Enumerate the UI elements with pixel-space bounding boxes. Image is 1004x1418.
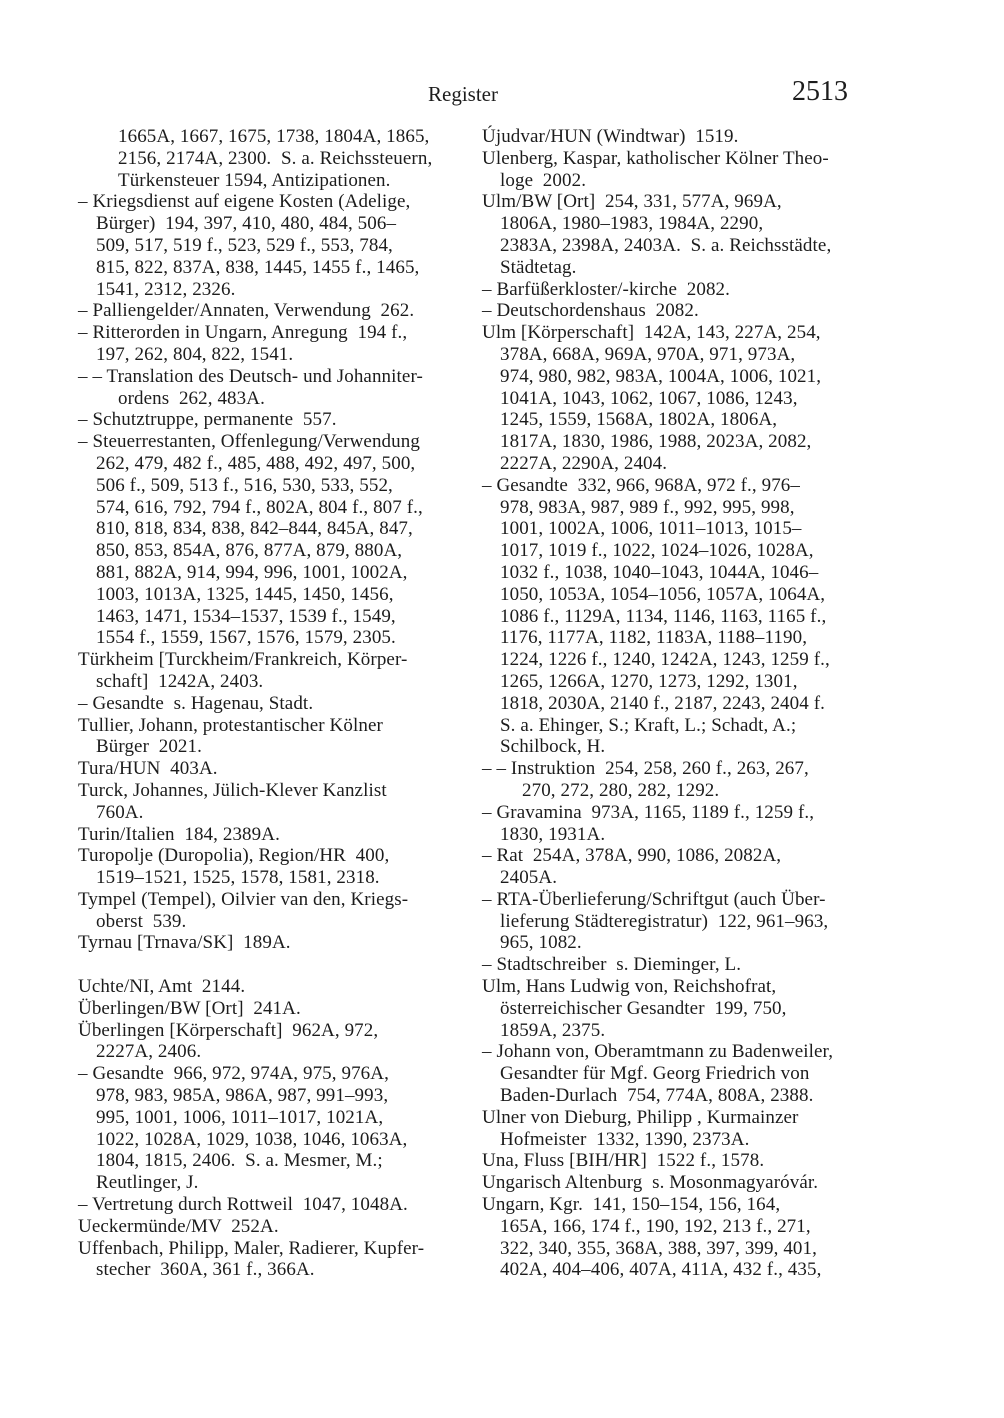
index-line: 1265, 1266A, 1270, 1273, 1292, 1301, xyxy=(500,670,798,692)
index-line: – Johann von, Oberamtmann zu Badenweiler, xyxy=(482,1041,834,1063)
index-line: 1519–1521, 1525, 1578, 1581, 2318. xyxy=(96,867,380,889)
index-line: – Gesandte 332, 966, 968A, 972 f., 976– xyxy=(482,474,800,496)
index-line: 1665A, 1667, 1675, 1738, 1804A, 1865, xyxy=(118,126,430,147)
index-line: Turopolje (Duropolia), Region/HR 400, xyxy=(78,845,390,867)
index-line: 974, 980, 982, 983A, 1004A, 1006, 1021, xyxy=(500,365,822,387)
index-line: 270, 272, 280, 282, 1292. xyxy=(522,779,720,801)
index-line: 760A. xyxy=(96,801,144,823)
index-line: Schilbock, H. xyxy=(500,736,606,758)
index-line: – Barfüßerkloster/-kirche 2082. xyxy=(482,278,731,300)
index-line: Ulenberg, Kaspar, katholischer Kölner Theo- xyxy=(482,147,829,169)
index-line: Überlingen/BW [Ort] 241A. xyxy=(78,997,301,1019)
index-line: Reutlinger, J. xyxy=(96,1172,199,1194)
index-line: 1086 f., 1129A, 1134, 1146, 1163, 1165 f., xyxy=(500,605,827,627)
index-line: Újudvar/HUN (Windtwar) 1519. xyxy=(482,126,739,147)
index-line: 1245, 1559, 1568A, 1802A, 1806A, xyxy=(500,409,778,431)
index-line: 978, 983, 985A, 986A, 987, 991–993, xyxy=(96,1085,389,1107)
index-line: 1017, 1019 f., 1022, 1024–1026, 1028A, xyxy=(500,540,814,562)
index-line: 1001, 1002A, 1006, 1011–1013, 1015– xyxy=(500,518,802,540)
index-line: österreichischer Gesandter 199, 750, xyxy=(500,997,787,1019)
index-line: Städtetag. xyxy=(500,256,577,278)
index-line: S. a. Ehinger, S.; Kraft, L.; Schadt, A.; xyxy=(500,714,797,736)
index-line: – Schutztruppe, permanente 557. xyxy=(78,409,337,431)
index-line: – Stadtschreiber s. Dieminger, L. xyxy=(482,954,742,976)
index-line: 1818, 2030A, 2140 f., 2187, 2243, 2404 f. xyxy=(500,692,825,714)
index-line: – Vertretung durch Rottweil 1047, 1048A. xyxy=(78,1194,408,1216)
index-line: Ungarn, Kgr. 141, 150–154, 156, 164, xyxy=(482,1194,781,1216)
index-line: Überlingen [Körperschaft] 962A, 972, xyxy=(78,1019,379,1041)
index-line: stecher 360A, 361 f., 366A. xyxy=(96,1259,315,1281)
index-line: Ulm, Hans Ludwig von, Reichshofrat, xyxy=(482,976,777,998)
index-line: ordens 262, 483A. xyxy=(118,387,265,409)
index-line: Uchte/NI, Amt 2144. xyxy=(78,976,246,998)
running-head xyxy=(78,76,848,110)
index-line: 506 f., 509, 513 f., 516, 530, 533, 552, xyxy=(96,474,393,496)
index-line: 322, 340, 355, 368A, 388, 397, 399, 401, xyxy=(500,1237,817,1259)
index-line: oberst 539. xyxy=(96,910,187,932)
index-line: Türkensteuer 1594, Antizipationen. xyxy=(118,169,391,191)
index-line: Ungarisch Altenburg s. Mosonmagyaróvár. xyxy=(482,1172,819,1194)
index-line: – Kriegsdienst auf eigene Kosten (Adelige, xyxy=(78,191,411,213)
index-line: 2227A, 2290A, 2404. xyxy=(500,452,668,474)
index-line: 197, 262, 804, 822, 1541. xyxy=(96,343,294,365)
index-line: – Ritterorden in Ungarn, Anregung 194 f., xyxy=(78,322,408,344)
index-line: 2405A. xyxy=(500,867,558,889)
index-line: 509, 517, 519 f., 523, 529 f., 553, 784, xyxy=(96,234,393,256)
index-line: 262, 479, 482 f., 485, 488, 492, 497, 500, xyxy=(96,452,416,474)
index-line: – RTA-Überlieferung/Schriftgut (auch Über- xyxy=(482,888,826,910)
index-line: 165A, 166, 174 f., 190, 192, 213 f., 271, xyxy=(500,1215,811,1237)
index-line: 1554 f., 1559, 1567, 1576, 1579, 2305. xyxy=(96,627,396,649)
index-line: lieferung Städteregistratur) 122, 961–963, xyxy=(500,910,829,932)
index-line: Hofmeister 1332, 1390, 2373A. xyxy=(500,1128,750,1150)
index-line: 2227A, 2406. xyxy=(96,1041,202,1063)
index-line: – Rat 254A, 378A, 990, 1086, 2082A, xyxy=(482,845,782,867)
index-line: Baden-Durlach 754, 774A, 808A, 2388. xyxy=(500,1085,814,1107)
index-line: 1463, 1471, 1534–1537, 1539 f., 1549, xyxy=(96,605,396,627)
index-line: 2383A, 2398A, 2403A. S. a. Reichsstädte, xyxy=(500,234,832,256)
index-line: 1859A, 2375. xyxy=(500,1019,606,1041)
index-line: 881, 882A, 914, 994, 996, 1001, 1002A, xyxy=(96,561,408,583)
index-line: Bürger 2021. xyxy=(96,736,202,758)
index-line: 1041A, 1043, 1062, 1067, 1086, 1243, xyxy=(500,387,798,409)
blank-line xyxy=(78,954,478,976)
index-line: Ueckermünde/MV 252A. xyxy=(78,1215,279,1237)
index-line: Ulm/BW [Ort] 254, 331, 577A, 969A, xyxy=(482,191,782,213)
index-column-left xyxy=(78,126,478,1281)
index-line: 1032 f., 1038, 1040–1043, 1044A, 1046– xyxy=(500,561,819,583)
index-line: 1176, 1177A, 1182, 1183A, 1188–1190, xyxy=(500,627,808,649)
index-line: 1022, 1028A, 1029, 1038, 1046, 1063A, xyxy=(96,1128,408,1150)
index-line: 1541, 2312, 2326. xyxy=(96,278,236,300)
index-line: – – Instruktion 254, 258, 260 f., 263, 267, xyxy=(482,758,809,780)
index-line: – Gesandte 966, 972, 974A, 975, 976A, xyxy=(78,1063,389,1085)
index-line: 1224, 1226 f., 1240, 1242A, 1243, 1259 f., xyxy=(500,649,830,671)
index-line: Turck, Johannes, Jülich-Klever Kanzlist xyxy=(78,779,387,801)
section-title: Register xyxy=(428,82,498,106)
index-line: schaft] 1242A, 2403. xyxy=(96,670,264,692)
index-line: 2156, 2174A, 2300. S. a. Reichssteuern, xyxy=(118,147,433,169)
index-line: 850, 853, 854A, 876, 877A, 879, 880A, xyxy=(96,540,403,562)
index-line: Tullier, Johann, protestantischer Kölner xyxy=(78,714,383,736)
index-line: – Gesandte s. Hagenau, Stadt. xyxy=(78,692,314,714)
index-line: Gesandter für Mgf. Georg Friedrich von xyxy=(500,1063,810,1085)
index-line: 1050, 1053A, 1054–1056, 1057A, 1064A, xyxy=(500,583,826,605)
index-line: loge 2002. xyxy=(500,169,587,191)
index-line: 402A, 404–406, 407A, 411A, 432 f., 435, xyxy=(500,1259,822,1281)
index-line: – – Translation des Deutsch- und Johanniter- xyxy=(78,365,423,387)
index-line: 815, 822, 837A, 838, 1445, 1455 f., 1465, xyxy=(96,256,420,278)
index-line: Tura/HUN 403A. xyxy=(78,758,218,780)
index-line: 1806A, 1980–1983, 1984A, 2290, xyxy=(500,213,764,235)
index-line: 1003, 1013A, 1325, 1445, 1450, 1456, xyxy=(96,583,394,605)
index-line: Bürger) 194, 397, 410, 480, 484, 506– xyxy=(96,213,397,235)
index-line: 965, 1082. xyxy=(500,932,582,954)
index-line: Turin/Italien 184, 2389A. xyxy=(78,823,280,845)
index-line: 1817A, 1830, 1986, 1988, 2023A, 2082, xyxy=(500,431,812,453)
index-line: 995, 1001, 1006, 1011–1017, 1021A, xyxy=(96,1106,384,1128)
index-line: – Gravamina 973A, 1165, 1189 f., 1259 f., xyxy=(482,801,815,823)
index-line: Ulner von Dieburg, Philipp , Kurmainzer xyxy=(482,1106,799,1128)
index-line: 1804, 1815, 2406. S. a. Mesmer, M.; xyxy=(96,1150,383,1172)
index-line: 574, 616, 792, 794 f., 802A, 804 f., 807 f., xyxy=(96,496,423,518)
index-line: Uffenbach, Philipp, Maler, Radierer, Kupfer- xyxy=(78,1237,425,1259)
index-line: Tympel (Tempel), Oilvier van den, Kriegs- xyxy=(78,888,409,910)
index-line: Türkheim [Turckheim/Frankreich, Körper- xyxy=(78,649,408,671)
index-line: – Deutschordenshaus 2082. xyxy=(482,300,699,322)
index-column-right xyxy=(482,126,882,1281)
index-line: Ulm [Körperschaft] 142A, 143, 227A, 254, xyxy=(482,322,821,344)
index-line: – Steuerrestanten, Offenlegung/Verwendung xyxy=(78,431,420,453)
index-line: 378A, 668A, 969A, 970A, 971, 973A, xyxy=(500,343,796,365)
index-line: Una, Fluss [BIH/HR] 1522 f., 1578. xyxy=(482,1150,765,1172)
index-line: 978, 983A, 987, 989 f., 992, 995, 998, xyxy=(500,496,795,518)
index-line: – Palliengelder/Annaten, Verwendung 262. xyxy=(78,300,415,322)
index-line: 1830, 1931A. xyxy=(500,823,606,845)
page-number: 2513 xyxy=(792,76,848,107)
index-line: 810, 818, 834, 838, 842–844, 845A, 847, xyxy=(96,518,413,540)
index-line: Tyrnau [Trnava/SK] 189A. xyxy=(78,932,291,954)
